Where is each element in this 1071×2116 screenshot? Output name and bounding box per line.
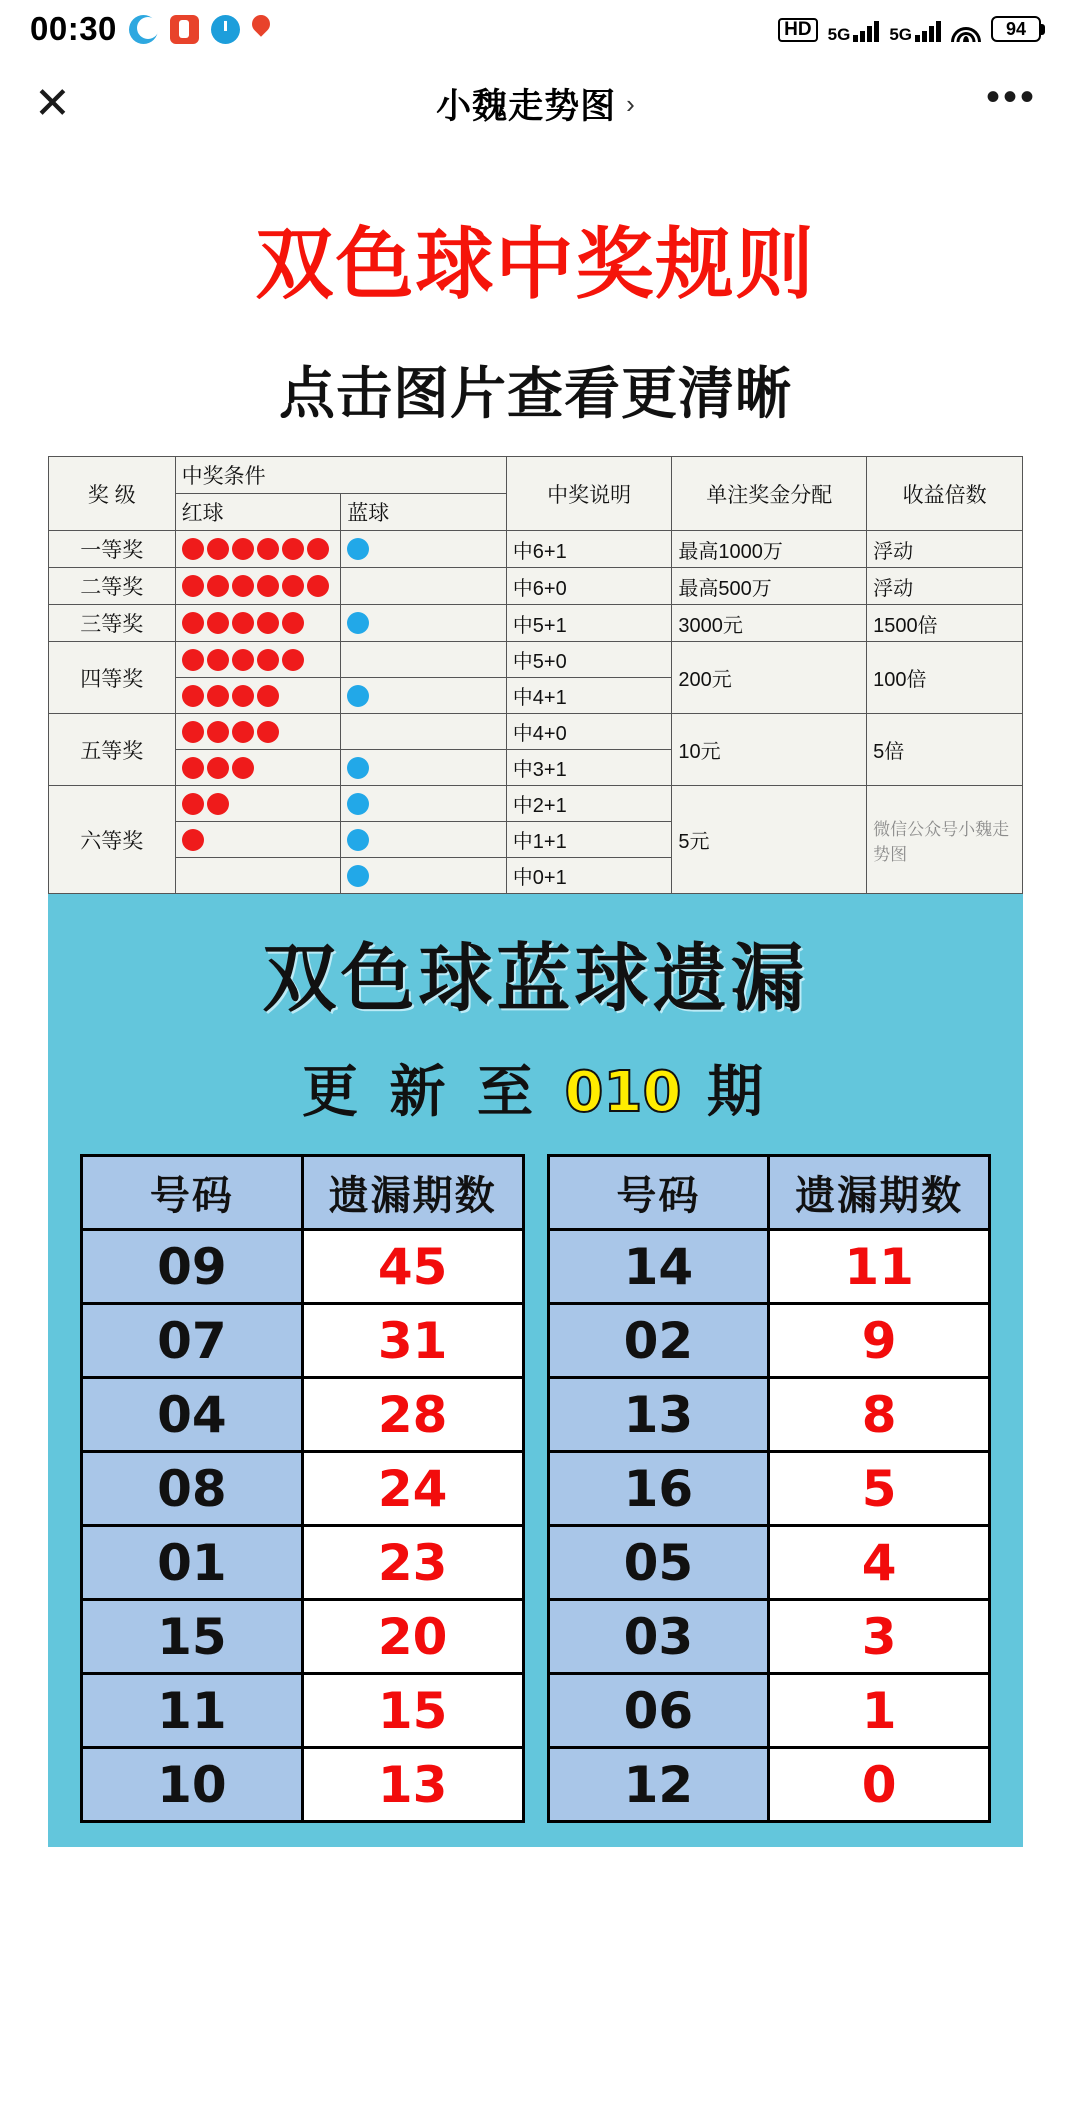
wifi-icon [951, 20, 981, 42]
clock-icon [211, 15, 240, 44]
header-miss: 遗漏期数 [769, 1156, 990, 1230]
header-level: 奖 级 [49, 457, 176, 531]
blue-ball-icon [347, 793, 369, 815]
cell-miss-count: 20 [302, 1600, 523, 1674]
poster-subtitle [48, 1048, 1023, 1128]
cell-desc: 中6+1 [506, 531, 672, 568]
poster-sub-suffix: 期 [706, 1059, 769, 1125]
cell-desc: 中4+0 [506, 714, 672, 750]
red-ball-icon [257, 612, 279, 634]
article-subheading: 点击图片查看更清晰 [279, 362, 792, 425]
omission-tables [48, 1154, 1023, 1837]
network-type-label-1: 5G [827, 25, 851, 44]
cell-red-balls [175, 786, 341, 822]
omission-table-right [547, 1154, 992, 1823]
blue-ball-omission-poster[interactable] [48, 894, 1023, 1847]
table-row [548, 1378, 990, 1452]
red-ball-icon [282, 575, 304, 597]
cell-miss-count: 31 [302, 1304, 523, 1378]
status-bar-left [30, 10, 270, 48]
poster-sub-prefix: 更 新 至 [302, 1059, 540, 1125]
cell-number: 14 [548, 1230, 769, 1304]
cell-miss-count: 3 [769, 1600, 990, 1674]
cell-number: 16 [548, 1452, 769, 1526]
table-row [82, 1526, 524, 1600]
cell-miss-count: 15 [302, 1674, 523, 1748]
red-ball-icon [257, 575, 279, 597]
blue-ball-icon [347, 865, 369, 887]
header-number: 号码 [82, 1156, 303, 1230]
blue-ball-icon [347, 538, 369, 560]
cell-miss-count: 11 [769, 1230, 990, 1304]
table-row [82, 1378, 524, 1452]
table-row [49, 605, 1023, 642]
table-row [82, 1230, 524, 1304]
red-ball-icon [182, 757, 204, 779]
signal-1 [828, 20, 880, 42]
table-row [82, 1452, 524, 1526]
cell-multiple: 5倍 [867, 714, 1023, 786]
red-ball-icon [232, 757, 254, 779]
red-ball-icon [207, 757, 229, 779]
cell-number: 10 [82, 1748, 303, 1822]
table-row [82, 1748, 524, 1822]
cell-blue-balls [341, 822, 507, 858]
red-ball-icon [182, 612, 204, 634]
red-ball-icon [282, 649, 304, 671]
cell-desc: 中3+1 [506, 750, 672, 786]
cell-number: 06 [548, 1674, 769, 1748]
cell-number: 07 [82, 1304, 303, 1378]
red-ball-icon [307, 538, 329, 560]
close-icon[interactable]: ✕ [34, 79, 71, 128]
cell-blue-balls [341, 858, 507, 894]
cell-miss-count: 24 [302, 1452, 523, 1526]
red-ball-icon [257, 685, 279, 707]
cell-multiple: 1500倍 [867, 605, 1023, 642]
cell-prize: 最高500万 [672, 568, 867, 605]
table-row [82, 1304, 524, 1378]
cell-multiple: 浮动 [867, 531, 1023, 568]
blue-ball-icon [347, 757, 369, 779]
table-header-row [82, 1156, 524, 1230]
network-type-label-2: 5G [889, 25, 912, 44]
red-ball-icon [232, 649, 254, 671]
cell-red-balls [175, 822, 341, 858]
signal-2 [889, 20, 941, 42]
cell-multiple-watermark [867, 786, 1023, 894]
table-row [49, 531, 1023, 568]
cell-number: 08 [82, 1452, 303, 1526]
table-row [49, 786, 1023, 822]
cell-red-balls [175, 531, 341, 568]
signal-bars-icon-1 [853, 20, 879, 42]
cell-desc: 中5+0 [506, 642, 672, 678]
red-ball-icon [207, 612, 229, 634]
page-title: 小魏走势图 [436, 87, 617, 126]
cell-number: 04 [82, 1378, 303, 1452]
table-row [49, 714, 1023, 750]
cell-miss-count: 9 [769, 1304, 990, 1378]
header-multiple: 收益倍数 [867, 457, 1023, 531]
cell-level: 四等奖 [49, 642, 176, 714]
cell-desc: 中1+1 [506, 822, 672, 858]
table-row [49, 568, 1023, 605]
cell-miss-count: 28 [302, 1378, 523, 1452]
status-bar [0, 0, 1071, 58]
blue-ball-icon [347, 685, 369, 707]
table-row [548, 1230, 990, 1304]
cell-number: 15 [82, 1600, 303, 1674]
cell-miss-count: 8 [769, 1378, 990, 1452]
cell-red-balls [175, 642, 341, 678]
battery-percent: 94 [991, 16, 1041, 42]
cell-number: 05 [548, 1526, 769, 1600]
red-ball-icon [257, 538, 279, 560]
red-ball-icon [282, 538, 304, 560]
cell-miss-count: 5 [769, 1452, 990, 1526]
cell-number: 12 [548, 1748, 769, 1822]
table-row [548, 1674, 990, 1748]
table-row [548, 1452, 990, 1526]
cell-level: 六等奖 [49, 786, 176, 894]
prize-rules-image[interactable] [0, 456, 1071, 894]
cell-multiple: 100倍 [867, 642, 1023, 714]
cell-prize: 5元 [672, 786, 867, 894]
location-pin-icon [252, 15, 270, 43]
poster-issue-number: 010 [564, 1060, 682, 1125]
cell-number: 11 [82, 1674, 303, 1748]
table-header-row [548, 1156, 990, 1230]
cell-number: 13 [548, 1378, 769, 1452]
cell-miss-count: 0 [769, 1748, 990, 1822]
chevron-right-icon[interactable]: › [626, 88, 635, 119]
cell-red-balls [175, 858, 341, 894]
header-number: 号码 [548, 1156, 769, 1230]
cell-number: 02 [548, 1304, 769, 1378]
blue-ball-icon [347, 612, 369, 634]
nav-title-group [0, 58, 1071, 150]
cell-blue-balls [341, 786, 507, 822]
header-miss: 遗漏期数 [302, 1156, 523, 1230]
app-icon [170, 15, 199, 44]
cell-red-balls [175, 678, 341, 714]
red-ball-icon [257, 649, 279, 671]
prize-rules-table [48, 456, 1023, 894]
red-ball-icon [207, 793, 229, 815]
red-ball-icon [232, 538, 254, 560]
red-ball-icon [182, 575, 204, 597]
table-row [548, 1304, 990, 1378]
cell-prize: 10元 [672, 714, 867, 786]
table-row [548, 1526, 990, 1600]
red-ball-icon [257, 721, 279, 743]
red-ball-icon [232, 685, 254, 707]
cell-number: 03 [548, 1600, 769, 1674]
cell-level: 一等奖 [49, 531, 176, 568]
table-row [82, 1674, 524, 1748]
cell-blue-balls [341, 642, 507, 678]
cell-desc: 中4+1 [506, 678, 672, 714]
red-ball-icon [182, 685, 204, 707]
poster-title: 双色球蓝球遗漏 [262, 936, 809, 1022]
cell-blue-balls [341, 605, 507, 642]
red-ball-icon [282, 612, 304, 634]
cell-red-balls [175, 750, 341, 786]
header-prize: 单注奖金分配 [672, 457, 867, 531]
red-ball-icon [307, 575, 329, 597]
red-ball-icon [232, 575, 254, 597]
header-condition: 中奖条件 [175, 457, 506, 494]
table-row [548, 1748, 990, 1822]
header-red: 红球 [175, 494, 341, 531]
red-ball-icon [182, 793, 204, 815]
cell-level: 三等奖 [49, 605, 176, 642]
cell-miss-count: 13 [302, 1748, 523, 1822]
cell-level: 二等奖 [49, 568, 176, 605]
cell-red-balls [175, 568, 341, 605]
cell-miss-count: 23 [302, 1526, 523, 1600]
cell-blue-balls [341, 750, 507, 786]
table-header-row [49, 457, 1023, 494]
status-bar-right [778, 16, 1045, 42]
red-ball-icon [207, 649, 229, 671]
cell-blue-balls [341, 568, 507, 605]
cell-blue-balls [341, 678, 507, 714]
cell-miss-count: 45 [302, 1230, 523, 1304]
cell-red-balls [175, 605, 341, 642]
battery-icon [991, 16, 1045, 42]
watermark-text: 微信公众号小魏走势图 [873, 819, 1010, 864]
red-ball-icon [182, 538, 204, 560]
cell-multiple: 浮动 [867, 568, 1023, 605]
red-ball-icon [232, 612, 254, 634]
red-ball-icon [207, 538, 229, 560]
article-heading: 双色球中奖规则 [255, 220, 816, 310]
nav-bar [0, 58, 1071, 150]
cell-desc: 中6+0 [506, 568, 672, 605]
cell-blue-balls [341, 714, 507, 750]
cell-desc: 中5+1 [506, 605, 672, 642]
omission-table-left [80, 1154, 525, 1823]
more-options-icon[interactable]: ••• [985, 75, 1037, 119]
red-ball-icon [182, 649, 204, 671]
red-ball-icon [232, 721, 254, 743]
cell-prize: 200元 [672, 642, 867, 714]
hd-icon: HD [778, 18, 817, 42]
table-row [82, 1600, 524, 1674]
cell-desc: 中2+1 [506, 786, 672, 822]
table-row [49, 642, 1023, 678]
cell-blue-balls [341, 531, 507, 568]
cell-prize: 最高1000万 [672, 531, 867, 568]
red-ball-icon [182, 829, 204, 851]
cell-number: 01 [82, 1526, 303, 1600]
moon-icon [129, 15, 158, 44]
status-time: 00:30 [30, 10, 117, 47]
cell-red-balls [175, 714, 341, 750]
cell-level: 五等奖 [49, 714, 176, 786]
cell-desc: 中0+1 [506, 858, 672, 894]
blue-ball-icon [347, 829, 369, 851]
header-blue: 蓝球 [341, 494, 507, 531]
red-ball-icon [207, 721, 229, 743]
red-ball-icon [207, 685, 229, 707]
signal-bars-icon-2 [915, 20, 941, 42]
red-ball-icon [182, 721, 204, 743]
table-row [548, 1600, 990, 1674]
cell-miss-count: 4 [769, 1526, 990, 1600]
cell-miss-count: 1 [769, 1674, 990, 1748]
cell-prize: 3000元 [672, 605, 867, 642]
cell-number: 09 [82, 1230, 303, 1304]
red-ball-icon [207, 575, 229, 597]
header-desc: 中奖说明 [506, 457, 672, 531]
